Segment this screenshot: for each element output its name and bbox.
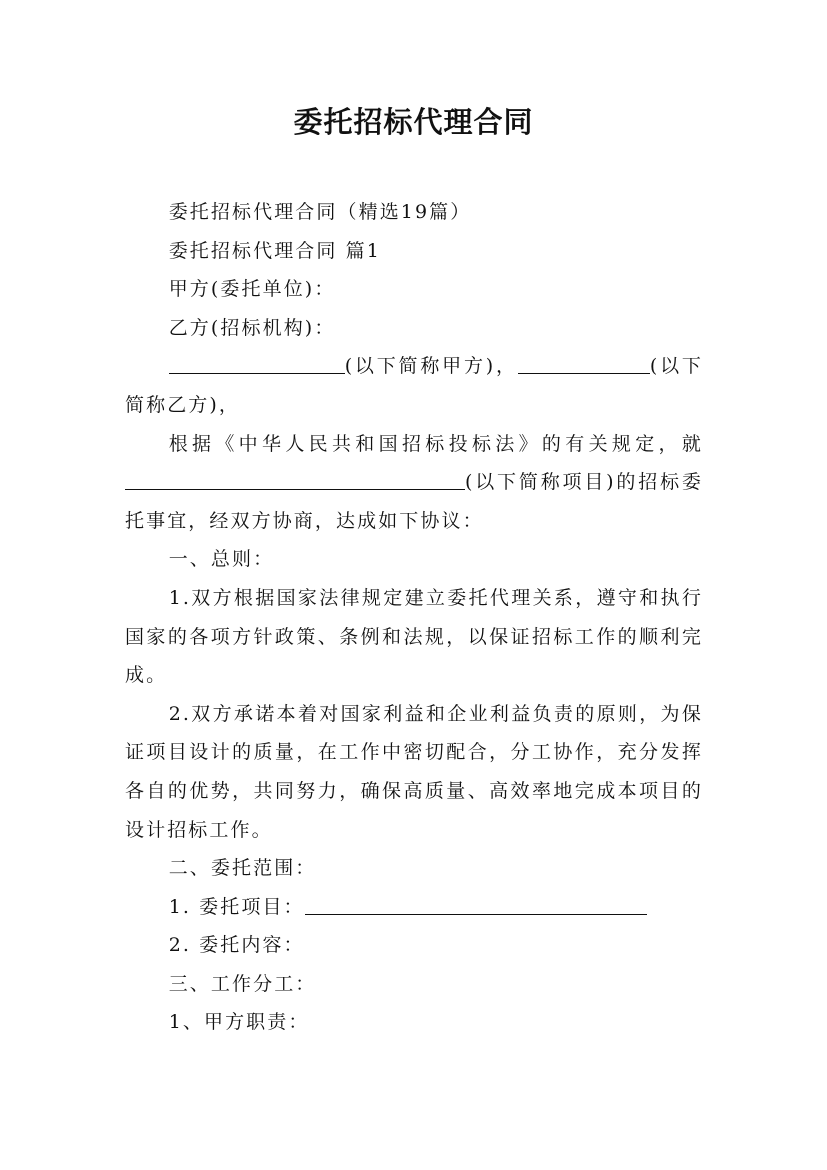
basis-lead-text: 根据《中华人民共和国招标投标法》的有关规定，就 <box>168 432 703 455</box>
heading-division: 三、工作分工： <box>168 972 317 995</box>
intro-party-a-text: (以下简称甲方)， <box>344 355 518 378</box>
scope-item-1-blank <box>305 892 647 915</box>
duty-item-1: 1、甲方职责： <box>168 1011 310 1034</box>
heading-scope: 二、委托范围： <box>168 857 317 880</box>
intro-party-b-text: (以下简称乙方)， <box>125 355 703 416</box>
intro-paragraph <box>125 347 703 424</box>
party-b-label: 乙方(招标机构)： <box>168 316 336 339</box>
scope-item-1-label: 1. 委托项目： <box>168 895 305 918</box>
basis-paragraph <box>125 425 703 541</box>
document-title: 委托招标代理合同 <box>293 105 534 139</box>
clause-1: 1.双方根据国家法律规定建立委托代理关系，遵守和执行国家的各项方针政策、条例和法规，以保证招标工作的顺利完成。 <box>125 586 703 687</box>
document-body <box>125 193 703 1042</box>
subtitle-line: 委托招标代理合同（精选19篇） <box>168 201 472 223</box>
project-blank <box>125 467 465 490</box>
clause-2: 2.双方承诺本着对国家利益和企业利益负责的原则，为保证项目设计的质量，在工作中密切配合，分工协作，充分发挥各自的优势，共同努力，确保高质量、高效率地完成本项目的设计招标工作。 <box>125 702 703 841</box>
party-b-blank <box>518 351 650 374</box>
scope-item-2: 2. 委托内容： <box>168 934 305 957</box>
section-heading: 委托招标代理合同 篇1 <box>168 239 381 262</box>
scope-item-1 <box>125 888 703 927</box>
party-a-blank <box>169 351 345 374</box>
heading-general: 一、总则： <box>168 548 275 571</box>
party-a-label: 甲方(委托单位)： <box>168 278 336 301</box>
basis-tail-text: (以下简称项目)的招标委托事宜，经双方协商，达成如下协议： <box>125 471 703 532</box>
